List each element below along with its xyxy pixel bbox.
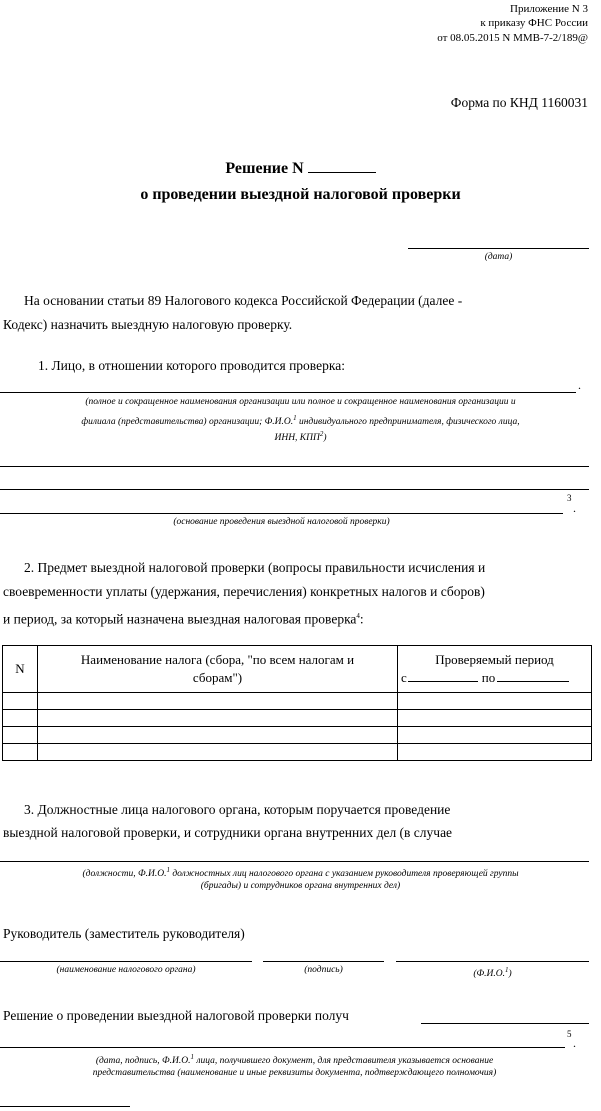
- footnote-mark: 1: [504, 966, 509, 974]
- table-cell: [398, 744, 592, 761]
- officials-caption-line2: (бригады) и сотрудников органа внутренних дел): [200, 881, 401, 891]
- table-row: [3, 710, 592, 727]
- section2-line3: [3, 603, 364, 633]
- caption-text: ): [508, 969, 512, 980]
- page-subtitle: о проведении выездной налоговой проверки: [140, 186, 461, 203]
- section3-line1: 3. Должностные лица налогового органа, которым поручается проведение: [24, 802, 451, 817]
- caption-text: (дата, подпись, Ф.И.О.: [95, 1056, 191, 1067]
- section1-heading: 1. Лицо, в отношении которого проводится проверка:: [38, 358, 345, 373]
- blank-line-2: [0, 489, 589, 490]
- basis-line: [0, 513, 563, 514]
- person-caption-line3: [0, 427, 601, 446]
- person-line-period: .: [578, 378, 581, 392]
- period-to-blank: [497, 669, 569, 682]
- footnote-separator: [0, 1106, 130, 1107]
- footnote-mark: 4: [356, 612, 360, 620]
- form-code: Форма по КНД 1160031: [450, 95, 588, 110]
- intro-line2: Кодекс) назначить выездную налоговую проверку.: [3, 317, 293, 332]
- table-cell: [38, 744, 398, 761]
- receipt-line: [421, 1023, 589, 1024]
- caption-text: ИНН, КПП: [274, 433, 320, 444]
- table-cell: [38, 693, 398, 710]
- table-cell: [38, 710, 398, 727]
- table-cell: [3, 727, 38, 744]
- signature-line: [263, 961, 384, 962]
- caption-text: (должности, Ф.И.О.: [82, 869, 167, 880]
- caption-text: лица, получившего документ, для представителя указывается основание: [193, 1056, 494, 1067]
- footnote-mark: 2: [319, 430, 324, 438]
- date-line: [408, 248, 589, 249]
- caption-text: (Ф.И.О.: [473, 969, 505, 980]
- order-date: от 08.05.2015 N ММВ-7-2/189@: [437, 32, 588, 44]
- table-row: [3, 727, 592, 744]
- table-header-row: [3, 646, 592, 693]
- section3-line2: выездной налоговой проверки, и сотрудники органа внутренних дел (в случае: [3, 825, 453, 840]
- col-tax-line1: Наименование налога (сбора, "по всем налогам и: [80, 652, 355, 667]
- receipt-footnote: 5: [567, 1029, 572, 1039]
- footnote-mark: 1: [293, 414, 297, 422]
- table-cell: [3, 693, 38, 710]
- section2-text: и период, за который назначена выездная налоговая проверка: [3, 611, 357, 627]
- receipt-text: Решение о проведении выездной налоговой проверки получ: [3, 1008, 349, 1023]
- section2-line2: своевременности уплаты (удержания, перечисления) конкретных налогов и сборов): [3, 584, 485, 599]
- fio-line: [396, 961, 589, 962]
- receipt-caption-line2: представительства (наименование и иные реквизиты документа, подтверждающего полномочия): [92, 1068, 497, 1078]
- receipt-period: .: [573, 1036, 576, 1050]
- basis-period: .: [573, 501, 576, 515]
- caption-text: индивидуального предпринимателя, физического лица,: [296, 417, 520, 428]
- table-cell: [3, 744, 38, 761]
- caption-text: должностных лиц налогового органа с указанием руководителя проверяющей группы: [169, 869, 519, 880]
- date-caption: (дата): [484, 252, 513, 262]
- intro-line1: На основании статьи 89 Налогового кодекса Российской Федерации (далее -: [24, 293, 463, 308]
- person-line: [0, 392, 576, 393]
- org-name-line: [0, 961, 252, 962]
- order-reference: к приказу ФНС России: [480, 17, 588, 29]
- person-caption-line1: (полное и сокращенное наименования организации или полное и сокращенное наименования организации и: [85, 397, 516, 407]
- period-from-blank: [408, 669, 478, 682]
- col-number-header: N: [3, 646, 38, 693]
- fio-caption: [396, 963, 589, 982]
- col-period-header: [398, 646, 592, 693]
- table-cell: [398, 727, 592, 744]
- receipt-line-2: [0, 1047, 565, 1048]
- col-tax-line2: сборам"): [192, 670, 243, 685]
- period-from-label: с: [401, 670, 407, 685]
- appendix-label: Приложение N 3: [510, 3, 588, 15]
- caption-text: филиала (представительства) организации; Ф.И.О.: [81, 417, 294, 428]
- table-cell: [3, 710, 38, 727]
- period-range: [398, 669, 591, 687]
- section2-colon: :: [359, 611, 364, 627]
- table-row: [3, 744, 592, 761]
- table-cell: [398, 693, 592, 710]
- org-name-caption: (наименование налогового органа): [56, 965, 196, 975]
- footnote-mark: 1: [190, 1053, 194, 1061]
- tax-table: [2, 645, 592, 761]
- table-cell: [38, 727, 398, 744]
- signature-caption: (подпись): [304, 965, 343, 975]
- officials-line: [0, 861, 589, 862]
- blank-line-1: [0, 466, 589, 467]
- head-label: Руководитель (заместитель руководителя): [3, 926, 245, 941]
- section2-line1: 2. Предмет выездной налоговой проверки (вопросы правильности исчисления и: [24, 560, 486, 575]
- decision-number-blank: [308, 160, 376, 173]
- basis-caption: (основание проведения выездной налоговой проверки): [173, 517, 390, 527]
- col-period-title: Проверяемый период: [435, 652, 554, 667]
- table-cell: [398, 710, 592, 727]
- col-tax-header: [38, 646, 398, 693]
- title-line1: Решение N: [225, 160, 304, 177]
- period-to-label: по: [481, 670, 496, 685]
- basis-footnote: 3: [567, 493, 572, 503]
- page-title: [0, 160, 601, 178]
- caption-text: ): [323, 433, 327, 444]
- table-row: [3, 693, 592, 710]
- footnote-mark: 1: [166, 866, 170, 874]
